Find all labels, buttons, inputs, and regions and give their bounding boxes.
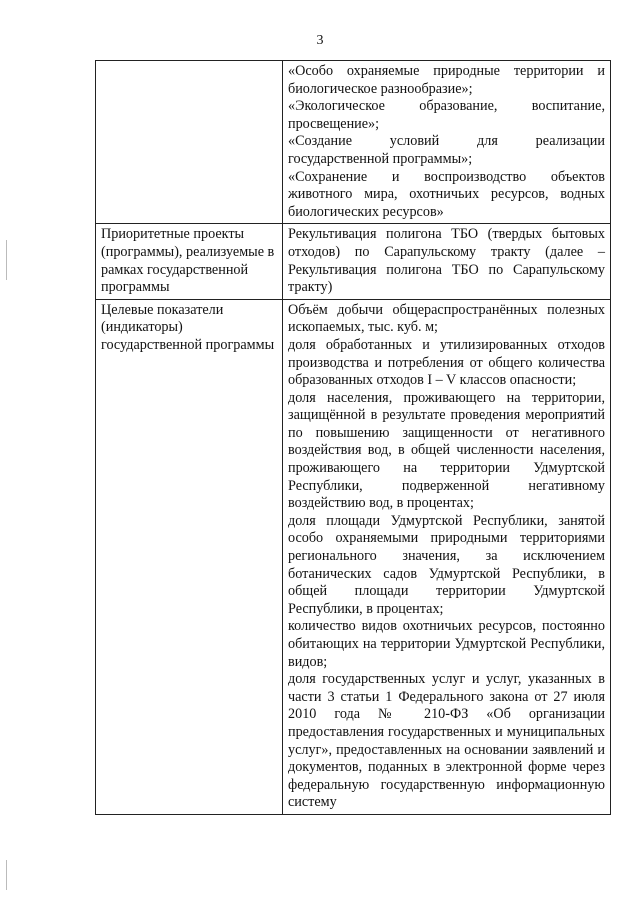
list-item: Рекультивация полигона ТБО (твердых бытовых отходов) по Сарапульскому тракту (далее – Рекультивация полигона ТБО по Сарапульскому тракту): [288, 226, 605, 296]
row-label: Целевые показатели (индикаторы) государственной программы: [96, 299, 283, 814]
scan-edge-mark: [6, 860, 7, 890]
row-content: [283, 224, 611, 299]
table-row: [96, 61, 611, 224]
table-row: [96, 224, 611, 299]
program-passport-table: [95, 60, 611, 815]
list-item: доля обработанных и утилизированных отходов производства и потребления от общего количества образованных отходов I – V классов опасности;: [288, 336, 605, 389]
row-content: [283, 299, 611, 814]
table-row: [96, 299, 611, 814]
row-label: [96, 61, 283, 224]
list-item: «Создание условий для реализации государственной программы»;: [288, 133, 605, 167]
list-item: «Экологическое образование, воспитание, просвещение»;: [288, 98, 605, 132]
scan-edge-mark: [6, 240, 7, 280]
row-label: Приоритетные проекты (программы), реализуемые в рамках государственной программы: [96, 224, 283, 299]
list-item: доля государственных услуг и услуг, указанных в части 3 статьи 1 Федерального закона от 27 июля 2010 года № 210-ФЗ «Об организации предоставления государственных и муниципальных услуг», предоставленных на основании заявлений и документов, поданных в электронной форме через федеральную государственную информационную систему: [288, 671, 605, 811]
list-item: доля населения, проживающего на территории, защищённой в результате проведения мероприятий по повышению защищенности от негативного воздействия вод, в общей численности населения, проживающего на территории Удмуртской Республики, подверженной негативному воздействию вод, в процентах;: [288, 389, 605, 512]
list-item: «Сохранение и воспроизводство объектов животного мира, охотничьих ресурсов, водных биологических ресурсов»: [288, 168, 605, 220]
row-content: [283, 61, 611, 224]
list-item: количество видов охотничьих ресурсов, постоянно обитающих на территории Удмуртской Республики, видов;: [288, 618, 605, 670]
page-number: 3: [316, 33, 324, 48]
list-item: «Особо охраняемые природные территории и биологическое разнообразие»;: [288, 63, 605, 97]
list-item: Объём добычи общераспространённых полезных ископаемых, тыс. куб. м;: [288, 301, 605, 336]
list-item: доля площади Удмуртской Республики, занятой особо охраняемыми природными территориями регионального значения, за исключением ботанических садов Удмуртской Республики, в общей площади территории Удмуртской Республики, в процентах;: [288, 512, 605, 617]
